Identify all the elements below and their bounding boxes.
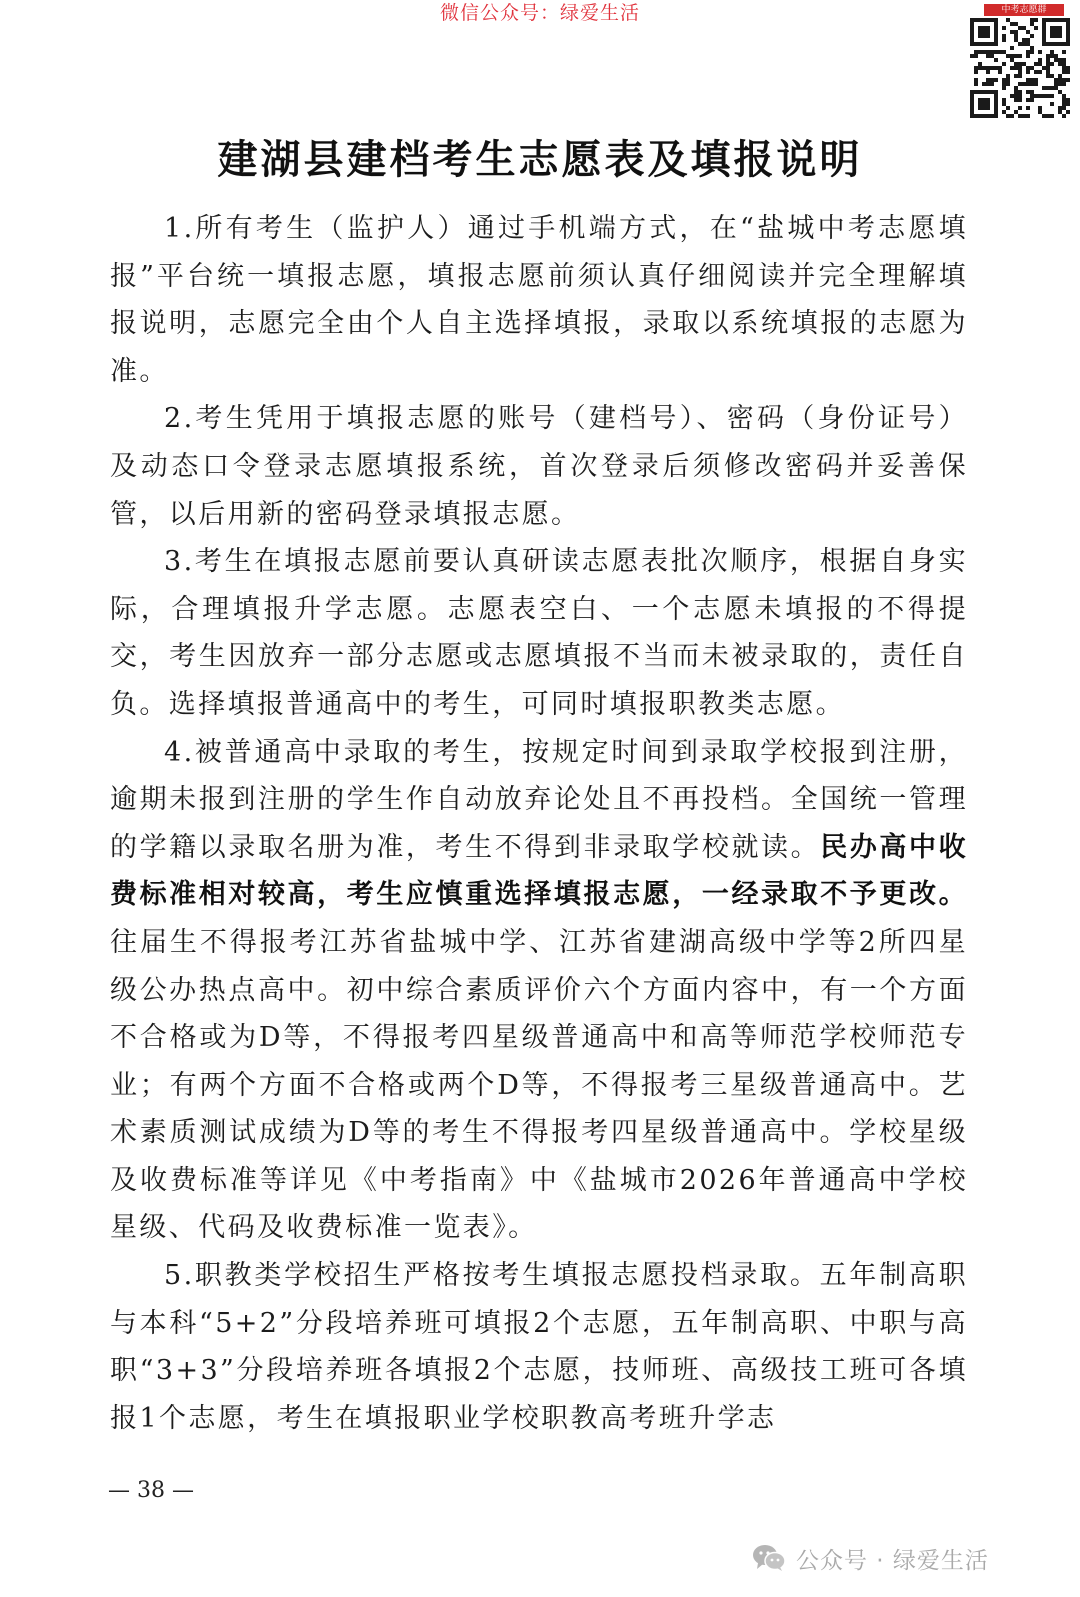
bottom-watermark [752, 1538, 989, 1578]
paragraph-2: 2.考生凭用于填报志愿的账号（建档号）、密码（身份证号）及动态口令登录志愿填报系统，首次登录后须修改密码并妥善保管，以后用新的密码登录填报志愿。 [110, 403, 968, 530]
paragraph-3: 3.考生在填报志愿前要认真研读志愿表批次顺序，根据自身实际，合理填报升学志愿。志愿表空白、一个志愿未填报的不得提交，考生因放弃一部分志愿或志愿填报不当而未被录取的，责任自负。选择填报普通高中的考生，可同时填报职教类志愿。 [110, 546, 968, 720]
page-number: — 38 — [108, 1478, 194, 1503]
qr-tag: 中考志愿群 [984, 4, 1064, 16]
paragraph-4 [110, 729, 968, 1253]
paragraph-4-part-1: 4.被普通高中录取的考生，按规定时间到录取学校报到注册，逾期未报到注册的学生作自动放弃论处且不再投档。全国统一管理的学籍以录取名册为准，考生不得到非录取学校就读。 [110, 736, 968, 863]
paragraph-5: 5.职教类学校招生严格按考生填报志愿投档录取。五年制高职与本科“5+2”分段培养班可填报2个志愿，五年制高职、中职与高职“3+3”分段培养班各填报2个志愿，技师班、高级技工班可各填报1个志愿，考生在填报职业学校职教高考班升学志 [110, 1260, 968, 1434]
paragraph-4-part-2: 往届生不得报考江苏省盐城中学、江苏省建湖高级中学等2所四星级公办热点高中。初中综合素质评价六个方面内容中，有一个方面不合格或为D等，不得报考四星级普通高中和高等师范学校师范专业；有两个方面不合格或两个D等，不得报考三星级普通高中。艺术素质测试成绩为D等的考生不得报考四星级普通高中。学校星级及收费标准等详见《中考指南》中《盐城市2026年普通高中学校星级、代码及收费标准一览表》。 [110, 926, 968, 1244]
paragraph-1: 1.所有考生（监护人）通过手机端方式，在“盐城中考志愿填报”平台统一填报志愿，填报志愿前须认真仔细阅读并完全理解填报说明，志愿完全由个人自主选择填报，录取以系统填报的志愿为准。 [110, 213, 968, 387]
instructions-body [110, 205, 968, 1442]
page-title: 建湖县建档考生志愿表及填报说明 [217, 136, 863, 183]
top-watermark: 微信公众号：绿爱生活 [439, 2, 640, 24]
paragraph-4-bold: 民办高中收费标准相对较高，考生应慎重选择填报志愿，一经录取不予更改。 [110, 831, 969, 911]
bottom-watermark-text: 公众号 · 绿爱生活 [796, 1547, 989, 1574]
qr-code [968, 4, 1072, 120]
qr-code-icon [968, 18, 1072, 118]
wechat-icon [752, 1544, 786, 1572]
